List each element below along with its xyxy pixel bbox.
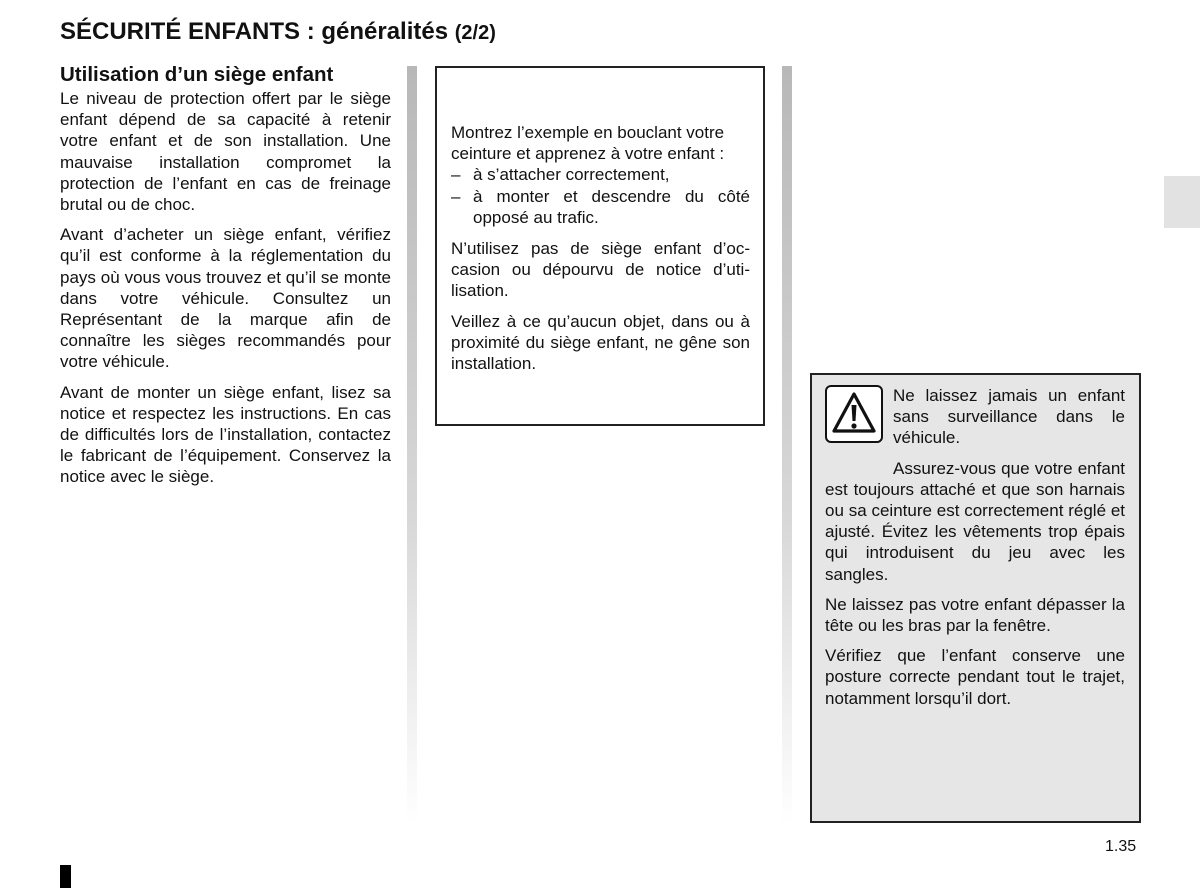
warning-lead: Ne laissez jamais un enfant sans surveillance dans le véhicule. bbox=[893, 386, 1125, 448]
list-dash: – bbox=[451, 186, 461, 206]
paragraph: Le niveau de protection offert par le siège enfant dépend de sa capacité à retenir votre enfant et de son installation. Une mauvaise installation compromet la protection de l’enfant en cas de freinage brutal ou de choc. bbox=[60, 89, 391, 215]
paragraph: Ne laissez pas votre enfant dépasser la tête ou les bras par la fenêtre. bbox=[825, 594, 1125, 636]
paragraph: Veillez à ce qu’aucun objet, dans ou à proximité du siège enfant, ne gêne son installation. bbox=[451, 311, 750, 374]
chapter-tab bbox=[1164, 176, 1200, 228]
warning-box bbox=[810, 373, 1141, 823]
column-divider bbox=[782, 66, 792, 826]
page-title-text: SÉCURITÉ ENFANTS : généralités bbox=[60, 18, 449, 45]
list-item bbox=[451, 186, 750, 228]
warning-header bbox=[825, 385, 1125, 449]
list-dash: – bbox=[451, 165, 461, 185]
info-intro: Montrez l’exemple en bouclant votre ceinture et apprenez à votre enfant : bbox=[451, 123, 725, 164]
warning-triangle-icon bbox=[825, 385, 883, 443]
paragraph: Avant de monter un siège enfant, lisez sa notice et respectez les instructions. En cas de difficultés lors de l’installation, contactez le fabricant de l’équipement. Conservez la notice avec le siège. bbox=[60, 382, 391, 487]
instruction-list bbox=[451, 164, 750, 228]
page-number: 1.35 bbox=[1105, 838, 1137, 855]
paragraph: Vérifiez que l’enfant conserve une posture correcte pendant tout le trajet, notamment lorsqu’il dort. bbox=[825, 646, 1125, 708]
list-item-text: à s’attacher correctement, bbox=[473, 165, 670, 185]
paragraph: N’utilisez pas de siège enfant d’occasion ou dépourvu de notice d’utilisation. bbox=[451, 239, 750, 301]
list-item bbox=[451, 164, 750, 185]
list-item-text: à monter et descendre du côté opposé au trafic. bbox=[473, 186, 750, 227]
paragraph: Avant d’acheter un siège enfant, vérifiez qu’il est conforme à la réglementation du pays où vous vous trouvez et qu’il se monte dans votre véhicule. Consultez un Représentant de la marque afin de connaître les sièges recommandés pour votre véhicule. bbox=[60, 225, 391, 372]
paragraph: Assurez-vous que votre enfant est toujours attaché et que son harnais ou sa ceinture est correctement réglé et ajusté. Évitez les vêtements trop épais qui introduisent du jeu avec les sangles. bbox=[825, 458, 1125, 584]
page-title bbox=[60, 18, 496, 46]
corner-mark bbox=[60, 865, 71, 888]
column-divider bbox=[407, 66, 417, 826]
column-1 bbox=[60, 62, 391, 497]
page-title-suffix: (2/2) bbox=[454, 22, 496, 44]
section-heading: Utilisation d’un siège enfant bbox=[60, 63, 334, 86]
info-box bbox=[435, 66, 765, 426]
